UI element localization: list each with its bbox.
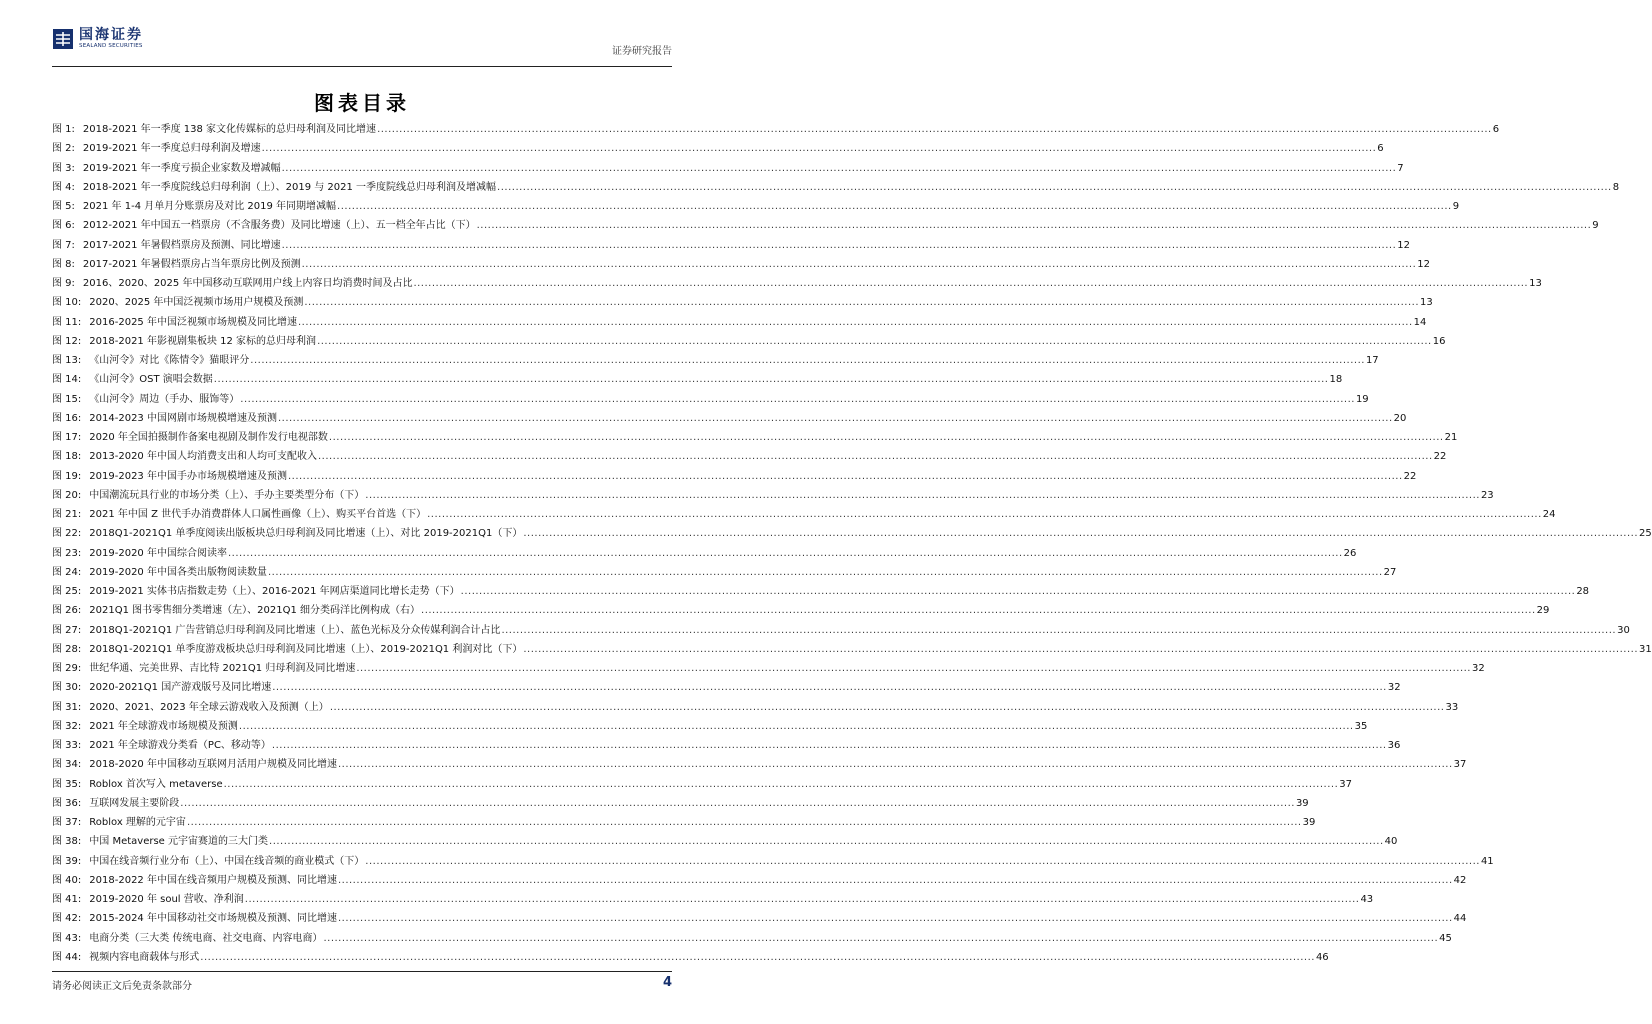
toc-leader-dots — [228, 544, 1343, 563]
toc-entry-title: 2018-2022 年中国在线音频用户规模及预测、同比增速 — [89, 874, 337, 886]
toc-entry-page: 6 — [1377, 143, 1384, 155]
toc-entry-page: 18 — [1329, 374, 1343, 386]
toc-entry-label: 图 37: — [52, 817, 82, 828]
toc-entry-title: 2018-2021 年一季度 138 家文化传媒标的总归母利润及同比增速 — [82, 124, 377, 135]
toc-leader-dots — [214, 370, 1329, 389]
toc-entry[interactable] — [52, 794, 1309, 813]
toc-entry-title: 2017-2021 年暑假档票房占当年票房比例及预测 — [82, 258, 301, 270]
toc-entry-title: 中国潮流玩具行业的市场分类（上）、手办主要类型分布（下） — [89, 489, 365, 501]
toc-leader-dots — [272, 678, 1387, 697]
toc-entry-label: 图 13: — [52, 355, 82, 366]
toc-entry-label: 图 8: — [52, 258, 75, 270]
toc-leader-dots — [180, 794, 1295, 813]
toc-leader-dots — [323, 929, 1438, 948]
toc-entry-page: 29 — [1536, 605, 1550, 617]
toc-leader-dots — [501, 621, 1616, 640]
toc-entry[interactable] — [52, 274, 1542, 293]
toc-entry-title: 世纪华通、完美世界、吉比特 2021Q1 归母利润及同比增速 — [89, 663, 356, 674]
toc-entry-page: 30 — [1617, 624, 1630, 636]
toc-entry-title: 2012-2021 年中国五一档票房（不含服务费）及同比增速（上）、五一档全年占比（下） — [82, 220, 476, 232]
toc-entry[interactable] — [52, 832, 1398, 851]
toc-leader-dots — [523, 524, 1638, 543]
toc-entry-page: 46 — [1315, 951, 1329, 963]
toc-entry-label: 图 7: — [52, 239, 75, 251]
toc-entry-page: 24 — [1542, 509, 1556, 520]
toc-leader-dots — [200, 948, 1315, 967]
toc-entry-title: 2021Q1 图书零售细分类增速（左）、2021Q1 细分类码洋比例构成（右） — [89, 605, 421, 617]
toc-leader-dots — [282, 236, 1397, 255]
toc-entry[interactable] — [52, 139, 1384, 158]
toc-entry[interactable] — [52, 505, 1556, 524]
toc-entry-label: 图 2: — [52, 143, 75, 155]
toc-leader-dots — [413, 274, 1528, 293]
toc-entry-title: 2019-2021 实体书店指数走势（上）、2016-2021 年网店渠道同比增长走势（下） — [89, 586, 460, 597]
toc-entry-title: 2018-2021 年一季度院线总归母利润（上）、2019 与 2021 一季度院线总归母利润及增减幅 — [82, 181, 497, 193]
toc-entry-label: 图 22: — [52, 528, 82, 540]
toc-entry-label: 图 34: — [52, 759, 82, 771]
toc-leader-dots — [365, 852, 1480, 871]
toc-leader-dots — [224, 775, 1339, 794]
toc-entry-title: 电商分类（三大类 传统电商、社交电商、内容电商） — [89, 932, 323, 944]
toc-entry-label: 图 10: — [52, 297, 82, 309]
toc-entry[interactable] — [52, 948, 1329, 967]
toc-entry-label: 图 40: — [52, 874, 82, 886]
toc-entry-title: 2017-2021 年暑假档票房及预测、同比增速 — [82, 239, 281, 251]
toc-entry[interactable] — [52, 351, 1379, 370]
toc-entry-label: 图 43: — [52, 932, 82, 944]
toc-entry[interactable] — [52, 120, 1500, 139]
toc-entry-title: 2016、2020、2025 年中国移动互联网用户线上内容日均消费时间及占比 — [82, 278, 413, 289]
toc-entry-title: 2021 年全球游戏分类看（PC、移动等） — [89, 740, 271, 751]
toc-leader-dots — [304, 293, 1419, 312]
toc-entry-label: 图 42: — [52, 913, 82, 925]
toc-entry-page: 19 — [1355, 393, 1369, 405]
toc-entry-title: 《山河令》对比《陈情令》猫眼评分 — [89, 355, 250, 366]
page-header — [52, 28, 672, 68]
toc-entry-page: 14 — [1413, 316, 1427, 328]
toc-entry-title: 2014-2023 中国网剧市场规模增速及预测 — [89, 412, 277, 424]
toc-entry-label: 图 18: — [52, 451, 82, 463]
toc-entry-title: 2019-2020 年 soul 营收、净利润 — [89, 894, 244, 905]
toc-entry-label: 图 25: — [52, 586, 82, 597]
toc-leader-dots — [356, 659, 1471, 678]
toc-entry[interactable] — [52, 447, 1447, 466]
toc-leader-dots — [262, 139, 1377, 158]
toc-entry-label: 图 1: — [52, 124, 75, 135]
toc-entry-label: 图 29: — [52, 663, 82, 674]
toc-entry[interactable] — [52, 313, 1427, 332]
toc-leader-dots — [288, 467, 1403, 486]
toc-entry-label: 图 6: — [52, 220, 75, 232]
toc-entry-title: 2018Q1-2021Q1 广告营销总归母利润及同比增速（上）、蓝色光标及分众传媒利润合计占比 — [89, 624, 501, 636]
toc-leader-dots — [272, 736, 1387, 755]
toc-entry-page: 40 — [1384, 836, 1398, 848]
figure-toc-list — [52, 120, 1652, 967]
toc-entry-title: 2016-2025 年中国泛视频市场规模及同比增速 — [89, 316, 297, 328]
toc-entry-page: 9 — [1592, 220, 1599, 232]
toc-entry[interactable] — [52, 159, 1404, 178]
toc-entry-page: 39 — [1302, 817, 1316, 828]
toc-entry[interactable] — [52, 813, 1316, 832]
toc-entry-page: 22 — [1403, 470, 1417, 482]
toc-entry[interactable] — [52, 370, 1343, 389]
header-divider — [52, 66, 672, 67]
company-logo — [52, 28, 143, 50]
toc-entry-title: 2019-2020 年中国综合阅读率 — [89, 547, 227, 559]
toc-entry[interactable] — [52, 409, 1407, 428]
toc-entry[interactable] — [52, 640, 1652, 659]
toc-entry-label: 图 39: — [52, 855, 82, 867]
toc-entry-title: 2021 年全球游戏市场规模及预测 — [89, 720, 238, 732]
toc-entry-label: 图 17: — [52, 432, 82, 443]
toc-entry-page: 39 — [1295, 797, 1309, 809]
toc-entry[interactable] — [52, 852, 1494, 871]
toc-entry-title: 2018Q1-2021Q1 单季度阅读出版板块总归母利润及同比增速（上）、对比 2019-2021Q1（下） — [89, 528, 523, 540]
toc-entry-label: 图 3: — [52, 162, 75, 174]
toc-entry-title: 2013-2020 年中国人均消费支出和人均可支配收入 — [89, 451, 317, 463]
toc-entry-page: 8 — [1612, 181, 1620, 193]
toc-entry-page: 45 — [1439, 932, 1452, 944]
sealand-logo-icon — [52, 28, 74, 50]
toc-entry-page: 7 — [1397, 162, 1404, 174]
toc-entry-label: 图 32: — [52, 720, 82, 732]
toc-entry-page: 28 — [1576, 586, 1590, 597]
toc-entry-title: 2019-2021 年一季度亏损企业家数及增减幅 — [82, 162, 281, 174]
toc-leader-dots — [497, 178, 1612, 197]
toc-entry-page: 31 — [1639, 643, 1652, 655]
toc-entry[interactable] — [52, 929, 1452, 948]
toc-entry-title: 2019-2023 年中国手办市场规模增速及预测 — [89, 470, 287, 482]
toc-leader-dots — [318, 447, 1433, 466]
toc-entry-title: 2020、2025 年中国泛视频市场用户规模及预测 — [89, 297, 304, 309]
toc-entry-page: 20 — [1393, 412, 1407, 424]
toc-entry-label: 图 38: — [52, 836, 82, 848]
toc-leader-dots — [268, 563, 1383, 582]
toc-entry[interactable] — [52, 428, 1458, 447]
logo-chinese-name: 国海证券 — [79, 27, 143, 43]
toc-entry-label: 图 27: — [52, 624, 82, 636]
toc-entry-label: 图 33: — [52, 740, 82, 751]
toc-entry-label: 图 21: — [52, 509, 82, 520]
toc-leader-dots — [317, 332, 1432, 351]
toc-entry[interactable] — [52, 390, 1369, 409]
toc-leader-dots — [461, 582, 1576, 601]
toc-leader-dots — [302, 255, 1417, 274]
toc-entry-label: 图 35: — [52, 778, 82, 790]
toc-entry-page: 23 — [1480, 489, 1494, 501]
toc-entry-label: 图 9: — [52, 278, 75, 289]
toc-entry-title: 互联网发展主要阶段 — [89, 797, 180, 809]
toc-entry-label: 图 23: — [52, 547, 82, 559]
toc-entry-page: 25 — [1639, 528, 1652, 540]
toc-leader-dots — [240, 390, 1355, 409]
toc-entry-title: 2020、2021、2023 年全球云游戏收入及预测（上） — [89, 701, 329, 713]
disclaimer-note: 请务必阅读正文后免责条款部分 — [52, 981, 192, 992]
toc-entry[interactable] — [52, 755, 1467, 774]
toc-entry[interactable] — [52, 736, 1401, 755]
toc-entry-label: 图 5: — [52, 201, 75, 212]
toc-leader-dots — [337, 197, 1452, 216]
toc-entry-title: Roblox 首次写入 metaverse — [89, 778, 223, 790]
toc-leader-dots — [282, 159, 1397, 178]
toc-entry[interactable] — [52, 775, 1352, 794]
toc-entry-label: 图 14: — [52, 374, 82, 386]
toc-entry-title: 中国在线音频行业分布（上）、中国在线音频的商业模式（下） — [89, 855, 365, 867]
toc-entry[interactable] — [52, 563, 1397, 582]
toc-entry[interactable] — [52, 216, 1599, 235]
toc-entry[interactable] — [52, 678, 1401, 697]
toc-leader-dots — [365, 486, 1480, 505]
toc-entry[interactable] — [52, 178, 1620, 197]
toc-entry-page: 6 — [1492, 124, 1500, 135]
toc-entry[interactable] — [52, 486, 1494, 505]
toc-entry[interactable] — [52, 197, 1460, 216]
toc-leader-dots — [187, 813, 1302, 832]
toc-entry-title: 2015-2024 年中国移动社交市场规模及预测、同比增速 — [89, 913, 337, 925]
toc-entry-label: 图 26: — [52, 605, 82, 617]
toc-leader-dots — [377, 120, 1492, 139]
toc-entry-page: 37 — [1339, 778, 1352, 790]
toc-entry-page: 42 — [1453, 874, 1467, 886]
toc-entry-label: 图 19: — [52, 470, 82, 482]
toc-entry-page: 13 — [1529, 278, 1542, 289]
toc-entry[interactable] — [52, 871, 1467, 890]
toc-entry-page: 16 — [1432, 335, 1446, 347]
toc-entry[interactable] — [52, 621, 1630, 640]
toc-entry-title: 2020 年全国拍摄制作备案电视剧及制作发行电视部数 — [89, 432, 328, 443]
toc-entry-label: 图 24: — [52, 566, 82, 578]
toc-entry[interactable] — [52, 698, 1459, 717]
logo-english-name: SEALAND SECURITIES — [79, 43, 143, 49]
toc-entry-title: 2018-2021 年影视剧集板块 12 家标的总归母利润 — [89, 335, 317, 347]
toc-entry-title: 2019-2021 年一季度总归母利润及增速 — [82, 143, 261, 155]
toc-entry[interactable] — [52, 293, 1433, 312]
toc-leader-dots — [523, 640, 1638, 659]
toc-entry-label: 图 16: — [52, 412, 82, 424]
toc-entry[interactable] — [52, 467, 1417, 486]
toc-entry-label: 图 31: — [52, 701, 82, 713]
toc-entry-title: 视频内容电商载体与形式 — [89, 951, 200, 963]
toc-entry[interactable] — [52, 717, 1368, 736]
toc-entry-label: 图 12: — [52, 335, 82, 347]
toc-entry-page: 33 — [1445, 701, 1459, 713]
toc-leader-dots — [245, 890, 1360, 909]
toc-entry-page: 44 — [1453, 913, 1467, 925]
toc-entry-title: 《山河令》周边（手办、服饰等） — [89, 393, 240, 405]
toc-entry-page: 27 — [1383, 566, 1397, 578]
toc-leader-dots — [330, 698, 1445, 717]
toc-entry-title: 2021 年中国 Z 世代手办消费群体人口属性画像（上）、购买平台首选（下） — [89, 509, 427, 520]
toc-entry-page: 37 — [1453, 759, 1467, 771]
toc-entry-page: 9 — [1452, 201, 1460, 212]
toc-leader-dots — [338, 755, 1453, 774]
toc-entry-page: 43 — [1360, 894, 1374, 905]
toc-leader-dots — [427, 505, 1542, 524]
toc-entry-title: 2021 年 1-4 月单月分账票房及对比 2019 年同期增减幅 — [82, 201, 337, 212]
toc-entry[interactable] — [52, 332, 1446, 351]
toc-entry-label: 图 30: — [52, 682, 82, 694]
toc-entry[interactable] — [52, 236, 1410, 255]
toc-entry[interactable] — [52, 255, 1430, 274]
toc-entry[interactable] — [52, 890, 1374, 909]
toc-entry-label: 图 15: — [52, 393, 82, 405]
toc-entry-title: 2019-2020 年中国各类出版物阅读数量 — [89, 566, 267, 578]
toc-entry-label: 图 4: — [52, 181, 75, 193]
toc-entry-page: 35 — [1354, 720, 1368, 732]
toc-entry-title: Roblox 理解的元宇宙 — [89, 817, 186, 828]
toc-entry-page: 12 — [1417, 258, 1430, 270]
toc-entry-title: 2018Q1-2021Q1 单季度游戏板块总归母利润及同比增速（上）、2019-2021Q1 利润对比（下） — [89, 643, 523, 655]
page-title: 图表目录 — [314, 91, 410, 115]
toc-entry-page: 22 — [1433, 451, 1447, 463]
toc-entry-page: 12 — [1397, 239, 1410, 251]
toc-entry-label: 图 44: — [52, 951, 82, 963]
toc-entry-page: 13 — [1420, 297, 1433, 309]
report-type-label: 证券研究报告 — [612, 46, 672, 57]
toc-leader-dots — [338, 871, 1453, 890]
toc-leader-dots — [477, 216, 1592, 235]
toc-entry[interactable] — [52, 601, 1550, 620]
toc-entry-page: 36 — [1387, 740, 1401, 751]
toc-leader-dots — [250, 351, 1365, 370]
toc-entry-label: 图 11: — [52, 316, 82, 328]
toc-leader-dots — [329, 428, 1444, 447]
toc-entry-title: 2018-2020 年中国移动互联网月活用户规模及同比增速 — [89, 759, 337, 771]
toc-leader-dots — [239, 717, 1354, 736]
toc-entry[interactable] — [52, 659, 1485, 678]
page-number: 4 — [662, 975, 672, 990]
toc-entry-page: 26 — [1343, 547, 1357, 559]
toc-entry[interactable] — [52, 909, 1467, 928]
toc-entry-page: 32 — [1471, 663, 1485, 674]
toc-entry[interactable] — [52, 524, 1652, 543]
toc-entry-label: 图 41: — [52, 894, 82, 905]
toc-entry-label: 图 20: — [52, 489, 82, 501]
toc-entry-page: 41 — [1480, 855, 1494, 867]
toc-leader-dots — [269, 832, 1384, 851]
toc-entry-title: 《山河令》OST 演唱会数据 — [89, 374, 213, 386]
toc-entry-page: 21 — [1444, 432, 1458, 443]
toc-leader-dots — [338, 909, 1453, 928]
toc-entry-title: 2020-2021Q1 国产游戏版号及同比增速 — [89, 682, 272, 694]
toc-leader-dots — [278, 409, 1393, 428]
toc-entry[interactable] — [52, 544, 1357, 563]
toc-entry-label: 图 36: — [52, 797, 82, 809]
footer-divider — [52, 971, 672, 972]
toc-leader-dots — [298, 313, 1413, 332]
toc-entry-label: 图 28: — [52, 643, 82, 655]
toc-entry[interactable] — [52, 582, 1590, 601]
toc-entry-title: 中国 Metaverse 元宇宙赛道的三大门类 — [89, 836, 269, 848]
toc-entry-page: 17 — [1365, 355, 1379, 366]
toc-entry-page: 32 — [1387, 682, 1401, 694]
toc-leader-dots — [421, 601, 1536, 620]
